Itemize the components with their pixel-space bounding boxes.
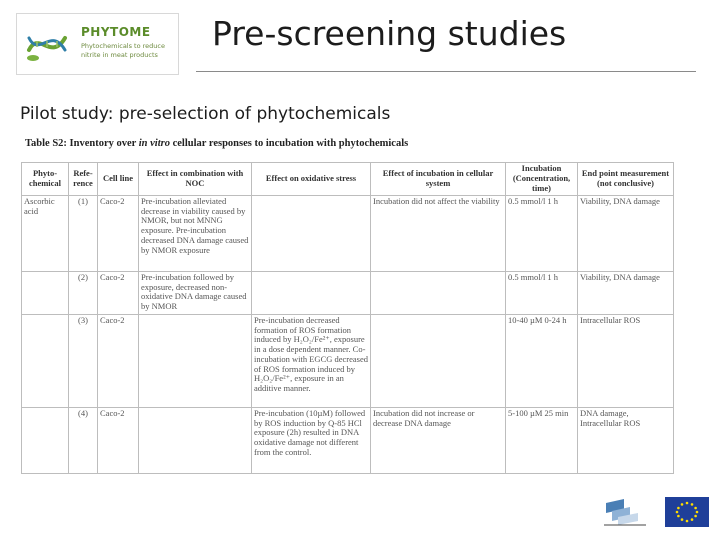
header-cell: Cell line: [98, 163, 139, 196]
table-cell: [252, 196, 371, 272]
table-cell: (1): [69, 196, 98, 272]
table-cell: Pre-incubation decreased formation of ROS formation induced by H₂O₂/Fe²⁺, exposure in a dose dependent manner. Co-incubation with EGCG decreased of ROS formation induced by H₂O₂/Fe²⁺, exposure in an additive manner.: [252, 315, 371, 408]
table-cell: Caco-2: [98, 196, 139, 272]
table-cell: [139, 408, 252, 474]
table-cell: (4): [69, 408, 98, 474]
page-title: Pre-screening studies: [212, 14, 567, 53]
title-divider: [196, 71, 696, 72]
phytome-logo: [16, 13, 179, 75]
european-commission-logo-icon: [600, 497, 650, 527]
table-cell: 10-40 µM 0-24 h: [506, 315, 578, 408]
header-cell: Refe-rence: [69, 163, 98, 196]
table-cell: Caco-2: [98, 408, 139, 474]
table-cell: Pre-incubation followed by exposure, decreased non-oxidative DNA damage caused by NMOR: [139, 272, 252, 315]
table-cell: (3): [69, 315, 98, 408]
table-cell: Intracellular ROS: [578, 315, 674, 408]
table-row: [22, 408, 674, 474]
table-cell: (2): [69, 272, 98, 315]
table-cell: Viability, DNA damage: [578, 196, 674, 272]
header-cell: Incubation (Concentration, time): [506, 163, 578, 196]
table-cell: [22, 315, 69, 408]
table-cell: Pre-incubation (10µM) followed by ROS induction by Q-85 HCl exposure (2h) resulted in DNA oxidative damage not different from the control.: [252, 408, 371, 474]
table-cell: [371, 315, 506, 408]
header-cell: End point measurement (not conclusive): [578, 163, 674, 196]
table-cell: Viability, DNA damage: [578, 272, 674, 315]
table-cell: DNA damage, Intracellular ROS: [578, 408, 674, 474]
table-cell: [22, 272, 69, 315]
header-cell: Effect in combination with NOC: [139, 163, 252, 196]
table-cell: Caco-2: [98, 315, 139, 408]
table-cell: 0.5 mmol/l 1 h: [506, 196, 578, 272]
table-row: [22, 196, 674, 272]
table-cell: Pre-incubation alleviated decrease in viability caused by NMOR, but not MNNG exposure. Pre-incubation decreased DNA damage caused by NMOR exposure: [139, 196, 252, 272]
phytome-dna-leaf-icon: [23, 20, 71, 68]
table-cell: 5-100 µM 25 min: [506, 408, 578, 474]
table-cell: [139, 315, 252, 408]
logo-name: PHYTOME: [81, 25, 151, 39]
logo-tagline: Phytochemicals to reduce nitrite in meat products: [81, 42, 165, 59]
table-cell: [22, 408, 69, 474]
eu-flag-icon: [665, 497, 709, 527]
header-cell: Phyto-chemical: [22, 163, 69, 196]
table-row: [22, 315, 674, 408]
table-cell: [252, 272, 371, 315]
table-cell: Caco-2: [98, 272, 139, 315]
header-cell: Effect on oxidative stress: [252, 163, 371, 196]
header-cell: Effect of incubation in cellular system: [371, 163, 506, 196]
table-header-row: [22, 163, 674, 196]
table-cell: Incubation did not affect the viability: [371, 196, 506, 272]
table-cell: Ascorbic acid: [22, 196, 69, 272]
table-cell: 0.5 mmol/l 1 h: [506, 272, 578, 315]
table-cell: [371, 272, 506, 315]
page-subtitle: Pilot study: pre-selection of phytochemicals: [20, 104, 391, 124]
table-caption: Table S2: Inventory over in vitro cellular responses to incubation with phytochemicals: [25, 138, 409, 149]
phytochemical-table: [21, 162, 674, 474]
table-row: [22, 272, 674, 315]
table-cell: Incubation did not increase or decrease DNA damage: [371, 408, 506, 474]
